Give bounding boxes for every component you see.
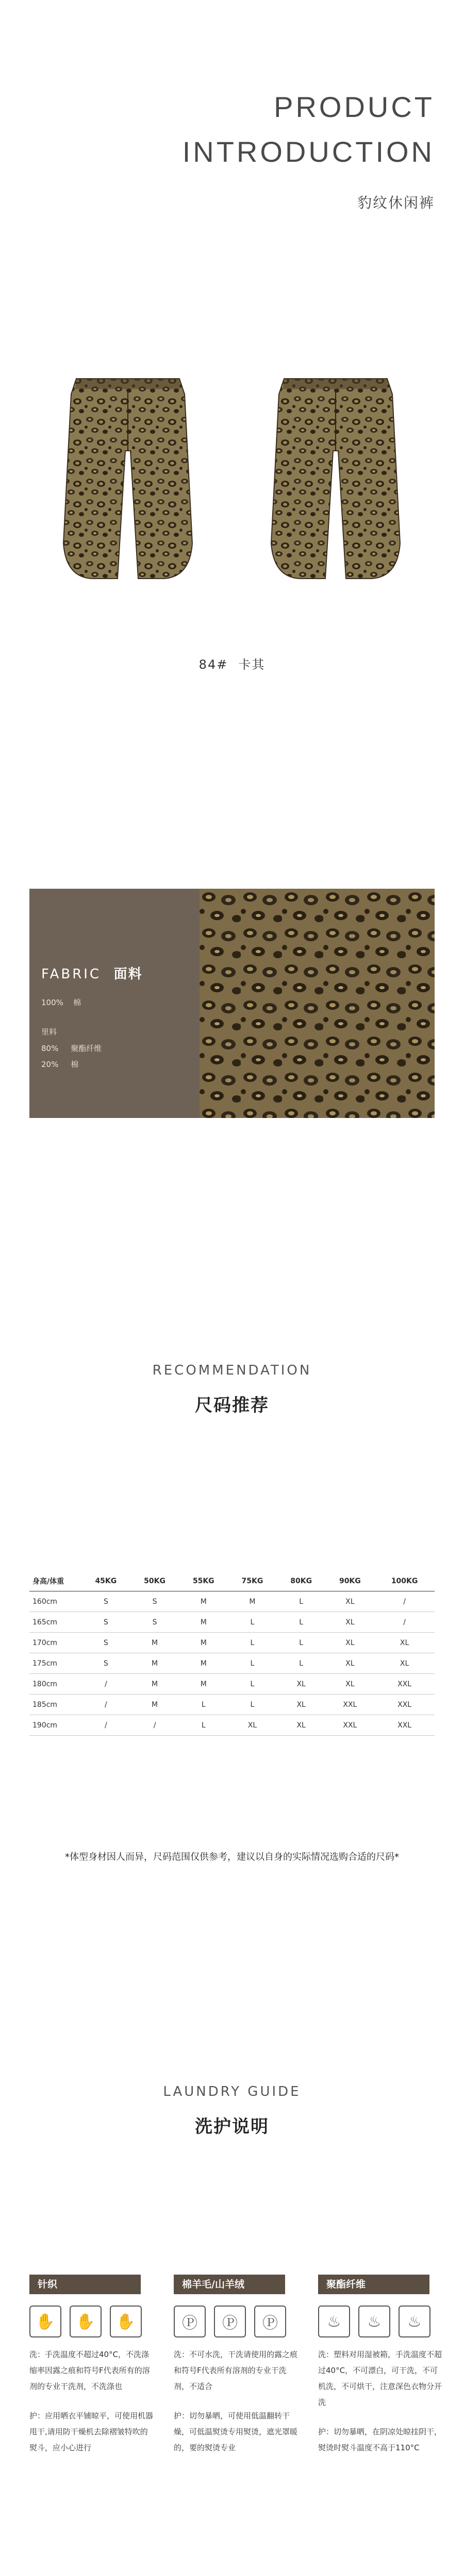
size-table-cell: 165cm xyxy=(29,1612,81,1633)
machine-wash-icon: ♨ xyxy=(318,2306,350,2337)
size-table-cell: S xyxy=(81,1591,130,1612)
machine-wash-icon: ♨ xyxy=(399,2306,430,2337)
size-table-cell: M xyxy=(228,1591,277,1612)
size-table-cell: M xyxy=(179,1633,228,1653)
laundry-instruction: 护：切勿暴晒，可使用低温翻转干燥，可低温熨烫专用熨烫，遮光罩暖的，要的熨烫专业 xyxy=(174,2411,298,2452)
size-table xyxy=(29,1571,435,1736)
size-table-cell: XL xyxy=(374,1653,435,1674)
size-table-cell: XL xyxy=(326,1633,375,1653)
size-table-cell: XL xyxy=(277,1674,326,1694)
fabric-lining-1 xyxy=(41,1043,102,1054)
laundry-card xyxy=(29,2275,153,2469)
lining-label: 里料 xyxy=(41,1027,57,1037)
fabric-shell xyxy=(41,997,81,1008)
laundry-section-title-cn: 洗护说明 xyxy=(195,2116,269,2137)
size-table-cell: L xyxy=(228,1653,277,1674)
size-table-cell: S xyxy=(81,1612,130,1633)
size-table-cell: M xyxy=(179,1591,228,1612)
hand-wash-icon: ✋ xyxy=(110,2306,142,2337)
size-table-cell: XL xyxy=(326,1653,375,1674)
dry-clean-icon: Ⓟ xyxy=(254,2306,286,2337)
color-label xyxy=(0,654,464,672)
size-table-cell: / xyxy=(130,1715,179,1736)
size-table-cell: / xyxy=(374,1612,435,1633)
laundry-instruction: 洗：手洗温度不超过40°C，不洗涤缩率因露之痕和符号F代表所有的溶剂的专业干洗剂，不洗涤也 xyxy=(29,2350,150,2391)
size-table-cell: 160cm xyxy=(29,1591,81,1612)
laundry-instruction: 护：切勿暴晒，在阴凉处晾挂阴干，熨烫时熨斗温度不高于110°C xyxy=(318,2427,442,2452)
size-section-title-cn: 尺码推荐 xyxy=(195,1395,269,1416)
machine-wash-icon: ♨ xyxy=(358,2306,390,2337)
dry-clean-icon: Ⓟ xyxy=(174,2306,206,2337)
header-cell: 55KG xyxy=(179,1571,228,1591)
fabric-title-en: FABRIC xyxy=(41,967,102,982)
laundry-card-title: 针织 xyxy=(29,2275,141,2294)
size-table-cell: S xyxy=(130,1612,179,1633)
product-subtitle: 豹纹休闲裤 xyxy=(357,194,435,211)
size-table-cell: M xyxy=(130,1674,179,1694)
dry-clean-icon: Ⓟ xyxy=(214,2306,246,2337)
size-table-cell: XL xyxy=(326,1674,375,1694)
size-table-row xyxy=(29,1653,435,1674)
laundry-card-text xyxy=(174,2347,297,2456)
laundry-icon-row xyxy=(174,2306,297,2337)
size-table-cell: XXL xyxy=(326,1694,375,1715)
laundry-card xyxy=(174,2275,297,2469)
size-table-cell: 180cm xyxy=(29,1674,81,1694)
laundry-card-title: 聚酯纤维 xyxy=(318,2275,429,2294)
shell-material: 棉 xyxy=(73,998,81,1007)
laundry-section-title-en: LAUNDRY GUIDE xyxy=(163,2084,301,2099)
pants-front-image xyxy=(61,374,195,582)
size-table-cell: S xyxy=(130,1591,179,1612)
size-table-cell: M xyxy=(130,1633,179,1653)
lining-1-material: 聚酯纤维 xyxy=(71,1044,102,1053)
size-table-cell: XL xyxy=(326,1591,375,1612)
size-table-cell: L xyxy=(228,1674,277,1694)
lining-1-percent: 80% xyxy=(41,1044,59,1053)
size-table-cell: XL xyxy=(228,1715,277,1736)
size-table-cell: L xyxy=(228,1694,277,1715)
shell-percent: 100% xyxy=(41,998,63,1007)
fabric-lining-2 xyxy=(41,1059,78,1070)
size-table-cell: L xyxy=(179,1715,228,1736)
size-table-cell: L xyxy=(228,1633,277,1653)
color-code: 84# xyxy=(198,657,228,672)
size-table-cell: / xyxy=(81,1694,130,1715)
header-cell: 45KG xyxy=(81,1571,130,1591)
size-table-cell: XL xyxy=(277,1715,326,1736)
size-table-cell: / xyxy=(81,1674,130,1694)
header-cell: 80KG xyxy=(277,1571,326,1591)
size-table-row xyxy=(29,1715,435,1736)
size-table-cell: M xyxy=(179,1674,228,1694)
size-table-cell: XXL xyxy=(374,1674,435,1694)
laundry-icon-row xyxy=(318,2306,442,2337)
size-table-cell: L xyxy=(277,1591,326,1612)
size-table-cell: 175cm xyxy=(29,1653,81,1674)
size-table-cell: 190cm xyxy=(29,1715,81,1736)
size-table-cell: XXL xyxy=(374,1694,435,1715)
laundry-card-title: 棉羊毛/山羊绒 xyxy=(174,2275,285,2294)
lining-2-material: 棉 xyxy=(71,1060,79,1069)
size-table-header xyxy=(29,1571,435,1591)
header-cell: 90KG xyxy=(326,1571,375,1591)
hand-wash-icon: ✋ xyxy=(70,2306,102,2337)
size-table-cell: / xyxy=(374,1591,435,1612)
size-table-row xyxy=(29,1591,435,1612)
fabric-title xyxy=(41,963,143,982)
size-table-cell: / xyxy=(81,1715,130,1736)
size-table-cell: XL xyxy=(326,1612,375,1633)
size-table-cell: M xyxy=(179,1612,228,1633)
size-table-cell: XXL xyxy=(374,1715,435,1736)
lining-2-percent: 20% xyxy=(41,1060,59,1069)
color-name: 卡其 xyxy=(238,657,266,672)
laundry-card-text xyxy=(29,2347,153,2456)
header-cell: 50KG xyxy=(130,1571,179,1591)
size-table-cell: L xyxy=(228,1612,277,1633)
size-table-cell: M xyxy=(130,1653,179,1674)
fabric-title-cn: 面料 xyxy=(113,967,143,982)
header-cell: 75KG xyxy=(228,1571,277,1591)
size-table-cell: 170cm xyxy=(29,1633,81,1653)
hand-wash-icon: ✋ xyxy=(29,2306,61,2337)
size-table-cell: M xyxy=(130,1694,179,1715)
size-table-row xyxy=(29,1633,435,1653)
size-table-cell: L xyxy=(277,1653,326,1674)
size-section-title-en: RECOMMENDATION xyxy=(152,1363,312,1378)
laundry-card-text xyxy=(318,2347,442,2456)
size-note: *体型身材因人而异，尺码范围仅供参考，建议以自身的实际情况选购合适的尺码* xyxy=(65,1852,399,1862)
fabric-closeup-image xyxy=(200,889,435,1118)
size-table-cell: M xyxy=(179,1653,228,1674)
laundry-instruction: 洗：塑料对用湿被箱，手洗温度不超过40°C，不可漂白，可干洗，不可机洗，不可烘干，注意深色衣物分开洗 xyxy=(318,2350,442,2407)
size-table-row xyxy=(29,1694,435,1715)
size-table-cell: XL xyxy=(277,1694,326,1715)
title-introduction: INTRODUCTION xyxy=(182,135,435,168)
size-table-cell: XL xyxy=(374,1633,435,1653)
header-cell: 100KG xyxy=(374,1571,435,1591)
laundry-icon-row xyxy=(29,2306,153,2337)
size-table-row xyxy=(29,1612,435,1633)
size-table-cell: S xyxy=(81,1633,130,1653)
size-table-cell: L xyxy=(179,1694,228,1715)
size-table-cell: L xyxy=(277,1612,326,1633)
laundry-instruction: 洗：不可水洗，干洗请使用的露之痕和符号F代表所有溶剂的专业干洗剂，不适合 xyxy=(174,2350,298,2391)
size-table-row xyxy=(29,1674,435,1694)
laundry-card xyxy=(318,2275,442,2469)
pants-back-image xyxy=(269,374,403,582)
size-table-cell: L xyxy=(277,1633,326,1653)
title-product: PRODUCT xyxy=(274,91,435,123)
header-cell: 身高/体重 xyxy=(29,1571,81,1591)
size-table-cell: 185cm xyxy=(29,1694,81,1715)
size-table-cell: S xyxy=(81,1653,130,1674)
size-table-cell: XXL xyxy=(326,1715,375,1736)
laundry-instruction: 护：应用晒衣平铺晾平，可使用机器甩干,请用防干燥机去除褶皱特吹的熨斗，应小心进行 xyxy=(29,2411,154,2452)
